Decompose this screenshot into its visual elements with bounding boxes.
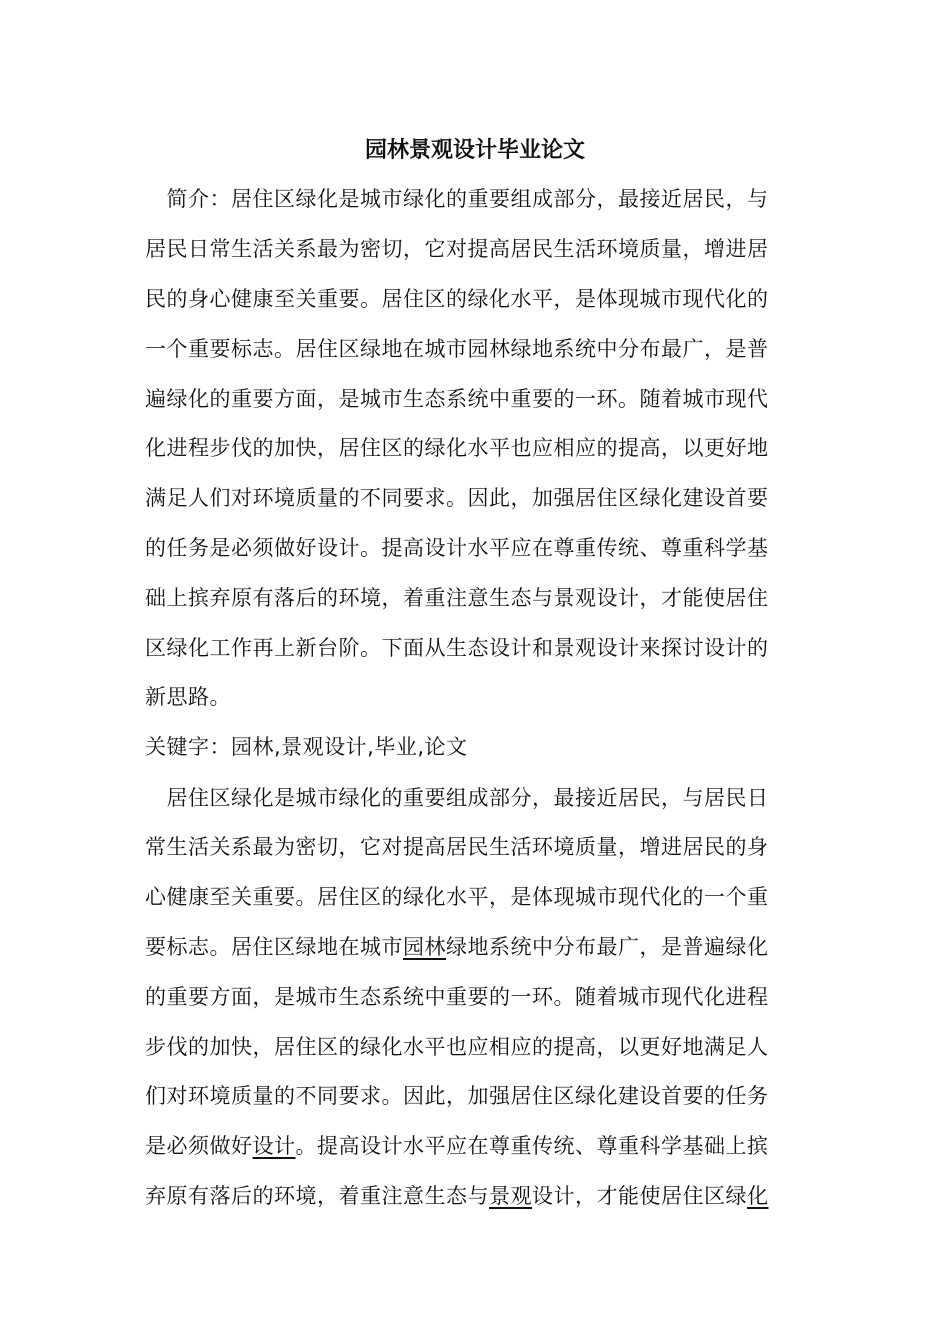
body-line: 心健康至关重要。居住区的绿化水平，是体现城市现代化的一个重 bbox=[145, 885, 769, 909]
body-text: 是必须做好 bbox=[145, 1134, 253, 1158]
body-line: 常生活关系最为密切，它对提高居民生活环境质量，增进居民的身 bbox=[145, 835, 769, 859]
body-text: 。提高设计水平应在尊重传统、尊重科学基础上摈 bbox=[295, 1134, 769, 1158]
body-line bbox=[145, 930, 825, 964]
intro-line: 一个重要标志。居住区绿地在城市园林绿地系统中分布最广，是普 bbox=[145, 337, 769, 361]
intro-line: 居民日常生活关系最为密切，它对提高居民生活环境质量，增进居 bbox=[145, 237, 769, 261]
body-line bbox=[145, 1179, 825, 1213]
intro-line: 简介：居住区绿化是城市绿化的重要组成部分，最接近居民，与 bbox=[145, 187, 769, 211]
intro-line: 的任务是必须做好设计。提高设计水平应在尊重传统、尊重科学基 bbox=[145, 536, 769, 560]
body-text: 要标志。居住区绿地在城市 bbox=[145, 935, 403, 959]
intro-line: 区绿化工作再上新台阶。下面从生态设计和景观设计来探讨设计的 bbox=[145, 636, 769, 660]
body-line bbox=[145, 1129, 825, 1163]
intro-line: 新思路。 bbox=[145, 685, 231, 709]
body-line: 们对环境质量的不同要求。因此，加强居住区绿化建设首要的任务 bbox=[145, 1084, 769, 1108]
body-line: 步伐的加快，居住区的绿化水平也应相应的提高，以更好地满足人 bbox=[145, 1035, 769, 1059]
body-line: 居住区绿化是城市绿化的重要组成部分，最接近居民，与居民日 bbox=[145, 786, 769, 810]
link-jingguan[interactable]: 景观 bbox=[489, 1184, 532, 1208]
intro-line: 础上摈弃原有落后的环境，着重注意生态与景观设计，才能使居住 bbox=[145, 586, 769, 610]
document-title: 园林景观设计毕业论文 bbox=[364, 138, 585, 163]
body-line: 的重要方面，是城市生态系统中重要的一环。随着城市现代化进程 bbox=[145, 985, 769, 1009]
keywords-line: 关键字：园林,景观设计,毕业,论文 bbox=[145, 735, 468, 759]
link-sheji[interactable]: 设计 bbox=[252, 1134, 296, 1158]
body-text: 设计，才能使居住区绿 bbox=[532, 1184, 747, 1208]
body-text: 弃原有落后的环境，着重注意生态与 bbox=[145, 1184, 489, 1208]
link-hua[interactable]: 化 bbox=[747, 1184, 769, 1208]
intro-line: 化进程步伐的加快，居住区的绿化水平也应相应的提高，以更好地 bbox=[145, 436, 769, 460]
link-yuanlin[interactable]: 园林 bbox=[403, 935, 446, 959]
body-text: 绿地系统中分布最广，是普遍绿化 bbox=[446, 935, 769, 959]
intro-line: 满足人们对环境质量的不同要求。因此，加强居住区绿化建设首要 bbox=[145, 486, 769, 510]
intro-line: 民的身心健康至关重要。居住区的绿化水平，是体现城市现代化的 bbox=[145, 287, 769, 311]
intro-line: 遍绿化的重要方面，是城市生态系统中重要的一环。随着城市现代 bbox=[145, 387, 769, 411]
